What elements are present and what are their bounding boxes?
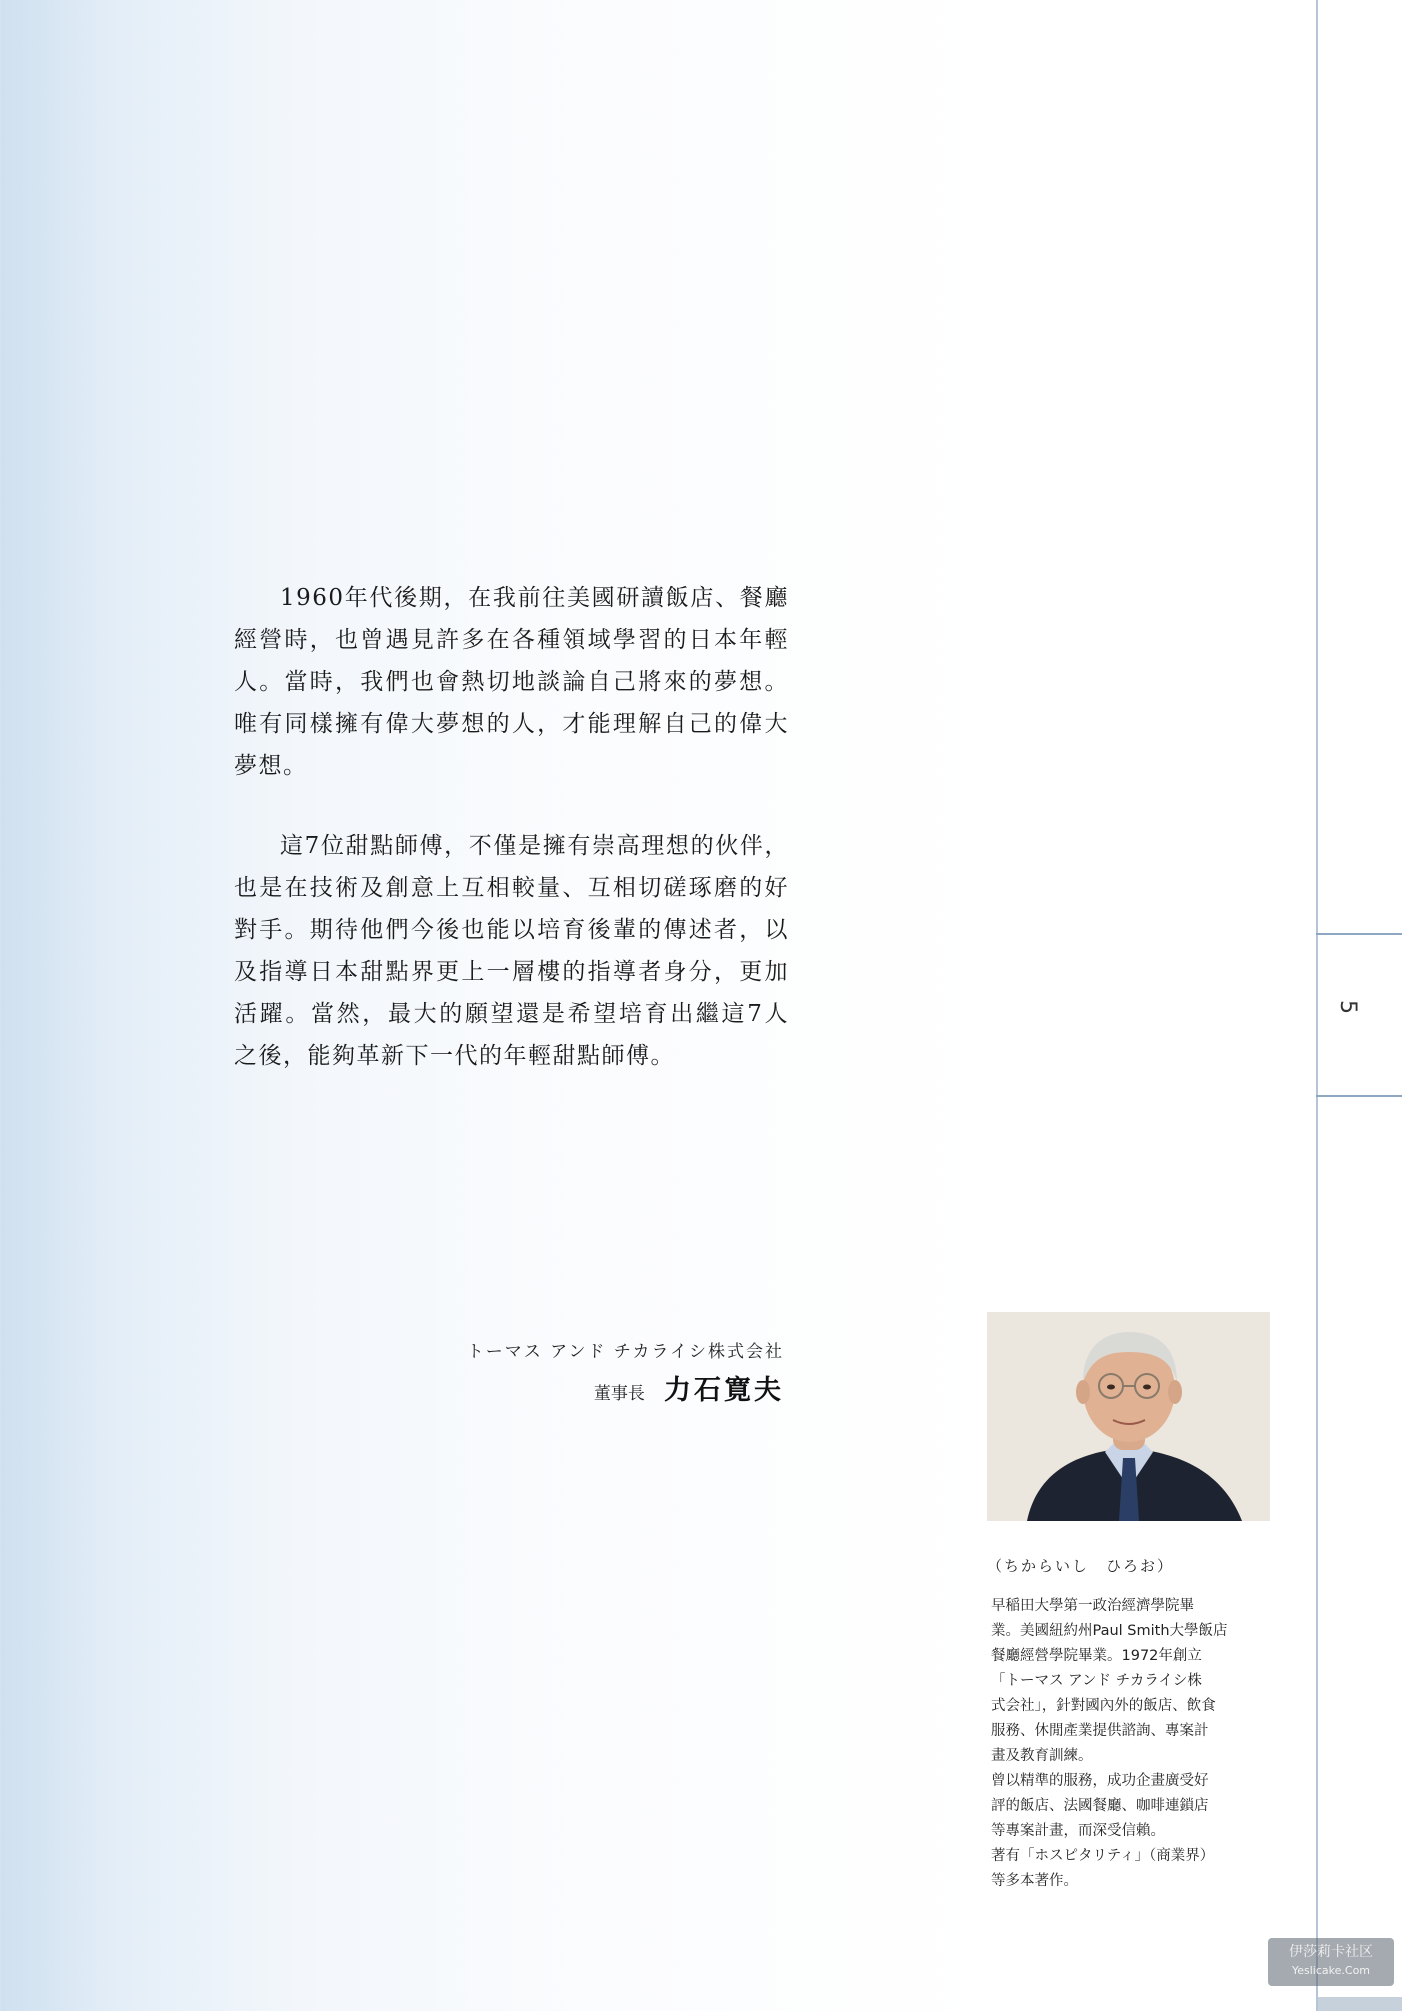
bio-line: 著有「ホスピタリティ」（商業界） [991,1848,1215,1864]
bio-line: 業。美國紐約州Paul Smith大學飯店 [991,1623,1228,1639]
bio-line: 評的飯店、法國餐廳、咖啡連鎖店 [991,1798,1209,1814]
bio-line: 等多本著作。 [991,1873,1078,1889]
signature-block [420,1340,784,1411]
watermark-line-1: 伊莎莉卡社区 [1289,1944,1373,1960]
bio-line: 「トーマス アンド チカライシ株 [991,1673,1202,1689]
section-tab-top-line [1316,933,1402,935]
watermark-line-2: Yeslicake.Com [1291,1964,1371,1977]
signature-title-row [420,1374,784,1411]
paragraph-2: 這7位甜點師傅，不僅是擁有崇高理想的伙伴，也是在技術及創意上互相較量、互相切磋琢磨的好對手。期待他們今後也能以培育後輩的傳述者，以及指導日本甜點界更上一層樓的指導者身分，更加活躍。當然，最大的願望還是希望培育出繼這7人之後，能夠革新下一代的年輕甜點師傅。 [234,833,789,1069]
signature-company: トーマス アンド チカライシ株式会社 [466,1342,784,1362]
bio-line: 曾以精準的服務，成功企畫廣受好 [991,1773,1209,1789]
portrait-photo [987,1312,1270,1521]
bio-line: 畫及教育訓練。 [991,1748,1093,1764]
signature-role: 董事長 [593,1384,645,1404]
bio-line: 餐廳經營學院畢業。1972年創立 [991,1648,1202,1664]
strip-bottom-edge [1318,1997,1402,2011]
site-watermark [1268,1938,1394,1986]
bio-line: 早稲田大學第一政治經濟學院畢 [991,1598,1194,1614]
body-text [234,577,789,1115]
page-number: 5 [1335,1000,1360,1014]
portrait-illustration [987,1312,1270,1521]
signature-name: 力石寛夫 [664,1375,784,1406]
bio-line: 式会社」，針對國內外的飯店、飲食 [991,1698,1216,1714]
profile-name-reading: （ちからいし ひろお） [987,1557,1175,1575]
profile-bio [991,1594,1271,1894]
bio-line: 等專案計畫，而深受信賴。 [991,1823,1165,1839]
bio-line: 服務、休閒產業提供諮詢、專案計 [991,1723,1209,1739]
paragraph-1: 1960年代後期，在我前往美國研讀飯店、餐廳經營時，也曾遇見許多在各種領域學習的日本年輕人。當時，我們也會熱切地談論自己將來的夢想。唯有同樣擁有偉大夢想的人，才能理解自己的偉大夢想。 [234,585,789,779]
section-tab-bottom-line [1316,1095,1402,1097]
